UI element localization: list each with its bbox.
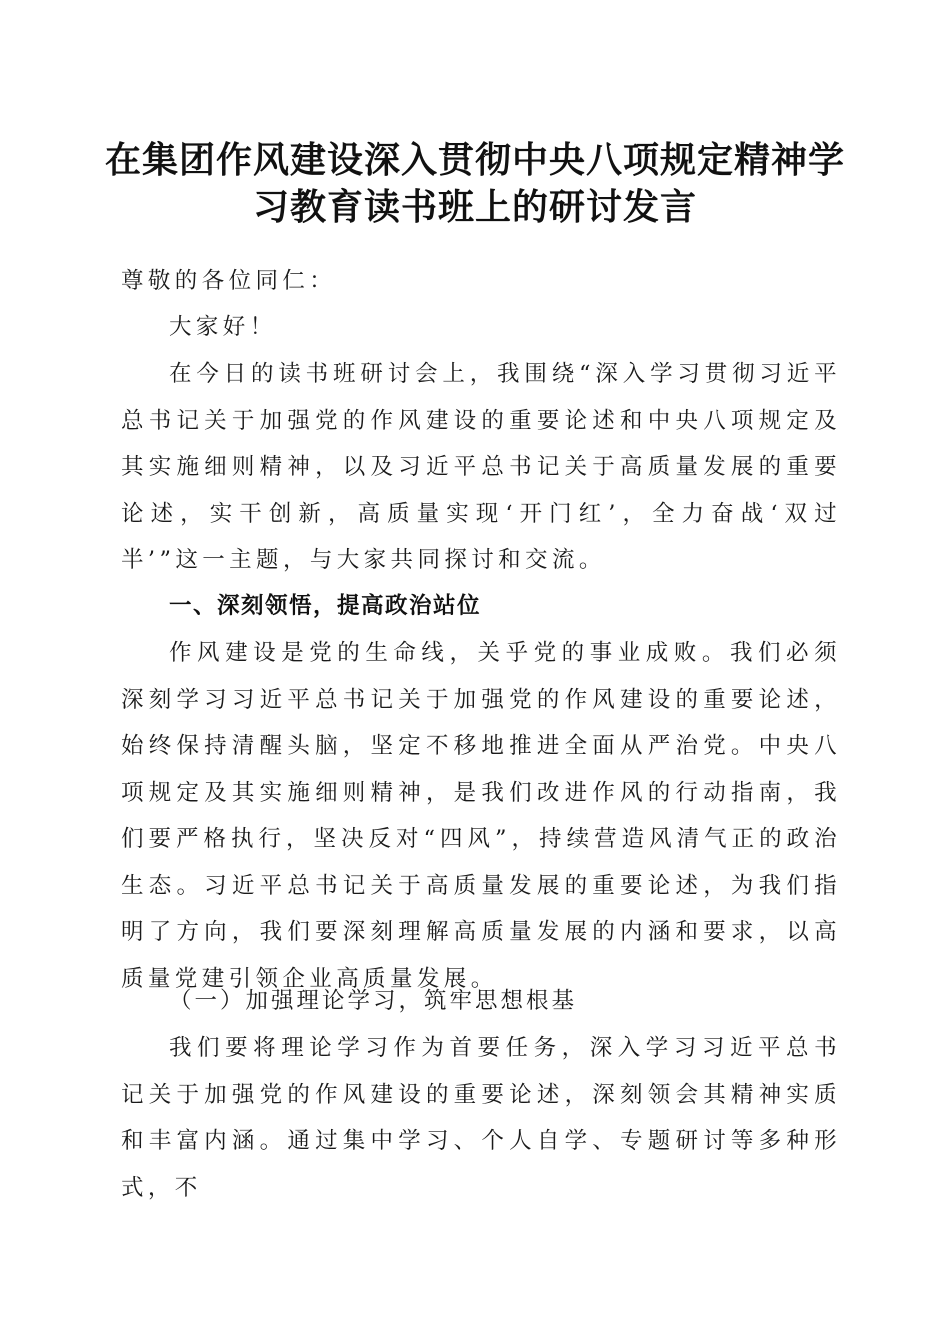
section-heading-1: 一、深刻领悟，提高政治站位 <box>169 593 482 619</box>
paragraph-subsection-1: 我们要将理论学习作为首要任务，深入学习习近平总书记关于加强党的作风建设的重要论述，深刻领会其精神实质和丰富内涵。通过集中学习、个人自学、专题研讨等多种形式，不 <box>121 1035 841 1201</box>
greeting: 大家好！ <box>169 314 277 340</box>
salutation: 尊敬的各位同仁： <box>121 268 337 294</box>
document-title-line-1: 在集团作风建设深入贯彻中央八项规定精神学 <box>104 139 845 181</box>
document-title-line-2: 习教育读书班上的研讨发言 <box>252 186 697 228</box>
subsection-heading-1: （一）加强理论学习，筑牢思想根基 <box>169 988 578 1014</box>
paragraph-intro: 在今日的读书班研讨会上，我围绕“深入学习贯彻习近平总书记关于加强党的作风建设的重要论述和中央八项规定及其实施细则精神，以及习近平总书记关于高质量发展的重要论述，实干创新，高质量实现‘开门红’，全力奋战‘双过半’”这一主题，与大家共同探讨和交流。 <box>121 361 841 573</box>
paragraph-section-1: 作风建设是党的生命线，关乎党的事业成败。我们必须深刻学习习近平总书记关于加强党的作风建设的重要论述，始终保持清醒头脑，坚定不移地推进全面从严治党。中央八项规定及其实施细则精神，是我们改进作风的行动指南，我们要严格执行，坚决反对“四风”，持续营造风清气正的政治生态。习近平总书记关于高质量发展的重要论述，为我们指明了方向，我们要深刻理解高质量发展的内涵和要求，以高质量党建引领企业高质量发展。 <box>121 640 841 992</box>
